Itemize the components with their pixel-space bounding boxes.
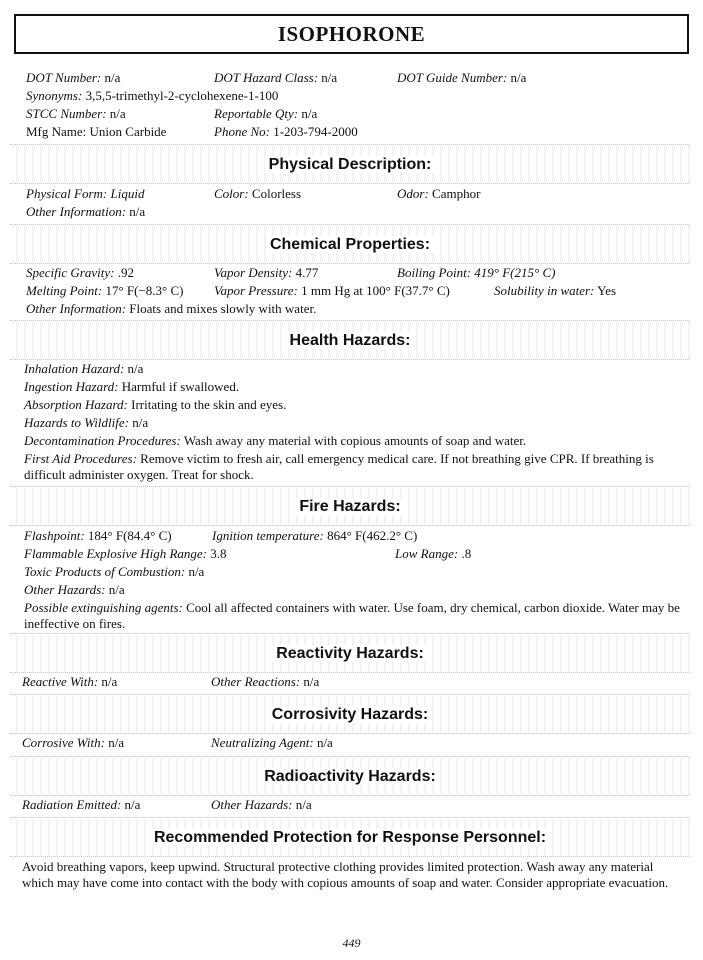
protection-text: Avoid breathing vapors, keep upwind. Structural protective clothing provides limited protection. Wash away any material which may have come into contact with the body with copious amounts of soap and water. Consider appropriate evacuation. bbox=[22, 859, 669, 890]
page-number: 449 bbox=[342, 936, 361, 950]
first-aid-value: Remove victim to fresh air, call emergency medical care. If not breathing give CPR. If breathing is difficult administer oxygen. Treat for shock. bbox=[24, 451, 654, 482]
specific-gravity-value: .92 bbox=[117, 265, 134, 280]
reactive-with-field bbox=[22, 674, 117, 690]
ingestion-value: Harmful if swallowed. bbox=[121, 379, 240, 394]
synonyms-value: 3,5,5-trimethyl-2-cyclohexene-1-100 bbox=[85, 88, 279, 103]
mfg-label: Mfg Name: bbox=[26, 124, 87, 139]
melting-point-value: 17° F(−8.3° C) bbox=[105, 283, 184, 298]
mfg-field bbox=[26, 124, 166, 140]
extinguishing-label: Possible extinguishing agents: bbox=[24, 600, 183, 615]
ignition-field bbox=[212, 528, 417, 544]
radio-other-label: Other Hazards: bbox=[211, 797, 293, 812]
chemical-section-header bbox=[10, 224, 690, 264]
low-range-value: .8 bbox=[461, 546, 472, 561]
ingestion-label: Ingestion Hazard: bbox=[24, 379, 119, 394]
dot-guide-label: DOT Guide Number: bbox=[397, 70, 508, 85]
corrosive-with-label: Corrosive With: bbox=[22, 735, 105, 750]
inhalation-field bbox=[24, 361, 143, 377]
physical-form-value: Liquid bbox=[110, 186, 145, 201]
absorption-field bbox=[24, 397, 286, 413]
low-range-field bbox=[395, 546, 471, 562]
chemical-other-value: Floats and mixes slowly with water. bbox=[129, 301, 317, 316]
ignition-value: 864° F(462.2° C) bbox=[327, 528, 418, 543]
specific-gravity-label: Specific Gravity: bbox=[26, 265, 115, 280]
flashpoint-label: Flashpoint: bbox=[24, 528, 85, 543]
synonyms-label: Synonyms: bbox=[26, 88, 83, 103]
low-range-label: Low Range: bbox=[395, 546, 459, 561]
boiling-point-value: 419° F(215° C) bbox=[474, 265, 556, 280]
inhalation-label: Inhalation Hazard: bbox=[24, 361, 125, 376]
toxic-products-label: Toxic Products of Combustion: bbox=[24, 564, 186, 579]
chemical-other-label: Other Information: bbox=[26, 301, 127, 316]
physical-section-header bbox=[10, 144, 690, 184]
flashpoint-field bbox=[24, 528, 172, 544]
high-range-label: Flammable Explosive High Range: bbox=[24, 546, 208, 561]
document-title: ISOPHORONE bbox=[14, 14, 689, 54]
reportable-label: Reportable Qty: bbox=[214, 106, 299, 121]
absorption-label: Absorption Hazard: bbox=[24, 397, 128, 412]
synonyms-field bbox=[26, 88, 278, 104]
fire-other-field bbox=[24, 582, 125, 598]
vapor-pressure-value: 1 mm Hg at 100° F(37.7° C) bbox=[301, 283, 450, 298]
dot-hazard-field bbox=[214, 70, 337, 86]
wildlife-field bbox=[24, 415, 148, 431]
reactivity-section-header bbox=[10, 633, 690, 673]
radioactivity-section-header bbox=[10, 756, 690, 796]
fire-heading: Fire Hazards: bbox=[295, 498, 404, 515]
dot-guide-value: n/a bbox=[510, 70, 527, 85]
boiling-point-label: Boiling Point: bbox=[397, 265, 472, 280]
decontamination-value: Wash away any material with copious amounts of soap and water. bbox=[183, 433, 527, 448]
fire-other-label: Other Hazards: bbox=[24, 582, 106, 597]
physical-form-field bbox=[26, 186, 144, 202]
toxic-products-field bbox=[24, 564, 204, 580]
inhalation-value: n/a bbox=[127, 361, 144, 376]
chemical-other-field bbox=[26, 301, 316, 317]
reactive-with-value: n/a bbox=[101, 674, 118, 689]
stcc-field bbox=[26, 106, 126, 122]
melting-point-field bbox=[26, 283, 183, 299]
wildlife-label: Hazards to Wildlife: bbox=[24, 415, 129, 430]
dot-number-value: n/a bbox=[104, 70, 121, 85]
mfg-value: Union Carbide bbox=[89, 124, 167, 139]
health-heading: Health Hazards: bbox=[286, 332, 415, 349]
color-value: Colorless bbox=[251, 186, 302, 201]
fire-section-header bbox=[10, 486, 690, 526]
extinguishing-field bbox=[24, 600, 684, 632]
neutralizing-label: Neutralizing Agent: bbox=[211, 735, 314, 750]
toxic-products-value: n/a bbox=[188, 564, 205, 579]
vapor-density-field bbox=[214, 265, 318, 281]
decontamination-label: Decontamination Procedures: bbox=[24, 433, 181, 448]
color-label: Color: bbox=[214, 186, 249, 201]
other-reactions-field bbox=[211, 674, 319, 690]
decontamination-field bbox=[24, 433, 526, 449]
odor-field bbox=[397, 186, 480, 202]
wildlife-value: n/a bbox=[132, 415, 149, 430]
protection-section-header bbox=[10, 817, 690, 857]
radiation-label: Radiation Emitted: bbox=[22, 797, 122, 812]
corrosivity-section-header bbox=[10, 694, 690, 734]
dot-hazard-label: DOT Hazard Class: bbox=[214, 70, 319, 85]
stcc-label: STCC Number: bbox=[26, 106, 107, 121]
corrosive-with-field bbox=[22, 735, 124, 751]
physical-form-label: Physical Form: bbox=[26, 186, 108, 201]
reactivity-heading: Reactivity Hazards: bbox=[272, 645, 428, 662]
physical-other-field bbox=[26, 204, 145, 220]
neutralizing-field bbox=[211, 735, 333, 751]
vapor-density-label: Vapor Density: bbox=[214, 265, 293, 280]
vapor-pressure-field bbox=[214, 283, 450, 299]
flashpoint-value: 184° F(84.4° C) bbox=[87, 528, 172, 543]
boiling-point-field bbox=[397, 265, 555, 281]
reportable-field bbox=[214, 106, 317, 122]
dot-number-label: DOT Number: bbox=[26, 70, 102, 85]
high-range-field bbox=[24, 546, 227, 562]
ignition-label: Ignition temperature: bbox=[212, 528, 324, 543]
solubility-value: Yes bbox=[597, 283, 617, 298]
corrosivity-heading: Corrosivity Hazards: bbox=[268, 706, 433, 723]
solubility-label: Solubility in water: bbox=[494, 283, 595, 298]
corrosive-with-value: n/a bbox=[108, 735, 125, 750]
specific-gravity-field bbox=[26, 265, 134, 281]
vapor-density-value: 4.77 bbox=[295, 265, 319, 280]
radioactivity-heading: Radioactivity Hazards: bbox=[260, 768, 440, 785]
protection-heading: Recommended Protection for Response Personnel: bbox=[150, 829, 550, 846]
reactive-with-label: Reactive With: bbox=[22, 674, 99, 689]
stcc-value: n/a bbox=[109, 106, 126, 121]
physical-other-label: Other Information: bbox=[26, 204, 127, 219]
dot-number-field bbox=[26, 70, 120, 86]
physical-other-value: n/a bbox=[129, 204, 146, 219]
radiation-value: n/a bbox=[124, 797, 141, 812]
physical-heading: Physical Description: bbox=[265, 156, 436, 173]
solubility-field bbox=[494, 283, 616, 299]
high-range-value: 3.8 bbox=[210, 546, 227, 561]
ingestion-field bbox=[24, 379, 239, 395]
first-aid-field bbox=[24, 451, 684, 483]
first-aid-label: First Aid Procedures: bbox=[24, 451, 137, 466]
color-field bbox=[214, 186, 301, 202]
phone-field bbox=[214, 124, 358, 140]
odor-label: Odor: bbox=[397, 186, 429, 201]
radiation-field bbox=[22, 797, 140, 813]
chemical-heading: Chemical Properties: bbox=[266, 236, 434, 253]
fire-other-value: n/a bbox=[108, 582, 125, 597]
odor-value: Camphor bbox=[432, 186, 481, 201]
dot-hazard-value: n/a bbox=[321, 70, 338, 85]
melting-point-label: Melting Point: bbox=[26, 283, 103, 298]
neutralizing-value: n/a bbox=[316, 735, 333, 750]
dot-guide-field bbox=[397, 70, 526, 86]
radio-other-value: n/a bbox=[295, 797, 312, 812]
other-reactions-label: Other Reactions: bbox=[211, 674, 301, 689]
reportable-value: n/a bbox=[301, 106, 318, 121]
absorption-value: Irritating to the skin and eyes. bbox=[131, 397, 287, 412]
health-section-header bbox=[10, 320, 690, 360]
phone-value: 1-203-794-2000 bbox=[273, 124, 358, 139]
vapor-pressure-label: Vapor Pressure: bbox=[214, 283, 298, 298]
other-reactions-value: n/a bbox=[303, 674, 320, 689]
radio-other-field bbox=[211, 797, 312, 813]
phone-label: Phone No: bbox=[214, 124, 270, 139]
extinguishing-value: Cool all affected containers with water. Use foam, dry chemical, carbon dioxide. Water may be ineffective on fires. bbox=[24, 600, 680, 631]
